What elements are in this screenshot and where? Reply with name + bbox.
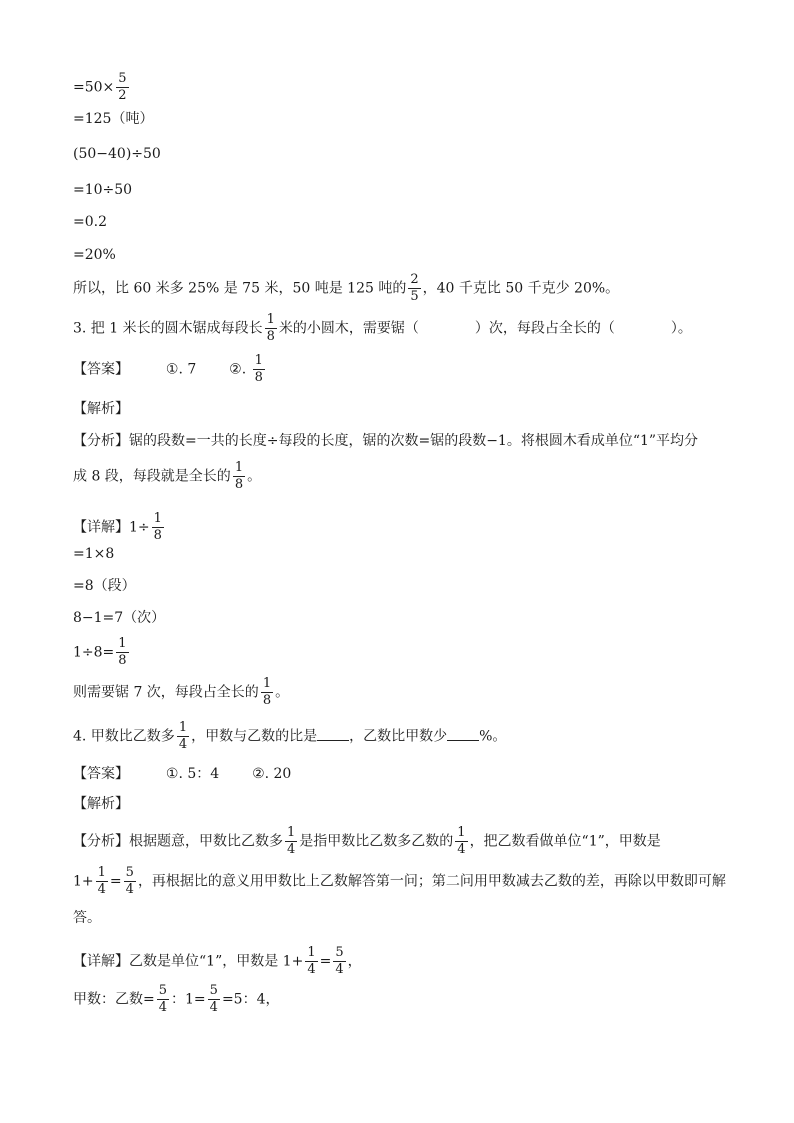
fraction-numerator: 1 [457, 825, 466, 840]
q4-answer [73, 766, 291, 782]
answer-blank-2[interactable] [447, 728, 479, 741]
answer-tag: 【答案】 [73, 361, 129, 378]
q3-xiangjie-line-1 [73, 512, 166, 543]
fenxi-text: ，把乙数看做单位“1”，甲数是 [469, 833, 661, 850]
answer-item-1: ①. 5：4 [165, 766, 220, 782]
fenxi-text: 是指甲数比乙数多乙数的 [299, 833, 454, 850]
q3-stem [73, 313, 692, 344]
fenxi-text: 1+ [73, 873, 94, 890]
fraction-numerator: 1 [307, 945, 316, 960]
fraction-denominator: 8 [254, 370, 263, 385]
fraction-denominator: 5 [410, 289, 419, 304]
fenxi-tag: 【分析】 [73, 833, 129, 850]
fraction-numerator: 5 [125, 865, 134, 880]
fraction-numerator: 1 [287, 825, 296, 840]
q3-answer [73, 354, 267, 385]
xiangjie-text: 甲数：乙数= [73, 991, 155, 1008]
fraction [177, 721, 189, 752]
fraction-denominator: 8 [153, 528, 162, 543]
q4-stem-text: %。 [479, 728, 507, 745]
work-line-4: =10÷50 [73, 182, 133, 198]
summary-text: 所以，比 60 米多 25% 是 75 米，50 吨是 125 吨的 [73, 280, 407, 297]
q3-xiangjie-line-3: =8（段） [73, 578, 136, 594]
work-text: =50× [73, 79, 115, 96]
answer-item-2: ②. [229, 361, 247, 378]
fraction-denominator: 4 [125, 882, 134, 897]
fraction-denominator: 4 [178, 737, 188, 752]
work-line-3: (50−40)÷50 [73, 146, 161, 162]
q4-analysis-tag: 【解析】 [73, 796, 129, 812]
fraction [152, 512, 164, 543]
fraction-denominator: 4 [335, 962, 344, 977]
summary-line [73, 273, 619, 304]
work-line-2: =125（吨） [73, 111, 154, 127]
answer-item-1: ①. 7 [165, 361, 197, 378]
fraction [157, 984, 169, 1015]
fraction [285, 826, 297, 857]
fraction-numerator: 5 [335, 945, 344, 960]
q3-fenxi-line-1 [73, 433, 698, 449]
fenxi-text: 成 8 段，每段就是全长的 [73, 468, 231, 485]
fenxi-tag: 【分析】 [73, 433, 129, 449]
xiangjie-text: 1÷ [129, 519, 150, 536]
fraction-numerator: 5 [158, 983, 168, 998]
fraction [333, 946, 345, 977]
fraction-numerator: 1 [266, 312, 275, 327]
work-line-6: =20% [73, 247, 116, 263]
fraction-denominator: 8 [234, 477, 244, 492]
answer-item-2: ②. 20 [252, 766, 292, 782]
q3-analysis-tag: 【解析】 [73, 401, 129, 417]
work-line-5: =0.2 [73, 214, 107, 230]
q3-stem-text: 3. 把 1 米长的圆木锯成每段长 [73, 320, 263, 337]
fraction [253, 354, 265, 385]
fraction-denominator: 2 [118, 88, 127, 103]
q4-stem [73, 721, 506, 752]
q4-stem-text: 4. 甲数比乙数多 [73, 728, 175, 745]
q4-fenxi-line-1 [73, 826, 661, 857]
fraction-numerator: 1 [97, 865, 106, 880]
xiangjie-tag: 【详解】 [73, 519, 129, 536]
q4-xiangjie-line-1 [73, 946, 362, 977]
fraction [116, 72, 128, 103]
xiangjie-text: = [319, 953, 332, 970]
fraction [408, 273, 420, 304]
q4-fenxi-line-3: 答。 [73, 910, 101, 926]
fraction [116, 637, 128, 668]
fraction-denominator: 4 [158, 1000, 168, 1015]
fraction [455, 826, 467, 857]
q4-stem-text: ，甲数与乙数的比是 [191, 728, 318, 745]
xiangjie-text: =5：4， [221, 991, 280, 1008]
work-line-1 [73, 72, 131, 103]
q3-xiangjie-line-4: 8−1=7（次） [73, 610, 166, 626]
fraction [96, 866, 108, 897]
fraction-numerator: 1 [254, 353, 263, 368]
fenxi-text: 根据题意，甲数比乙数多 [129, 833, 283, 850]
fraction [261, 677, 273, 708]
summary-text: ，40 千克比 50 千克少 20%。 [422, 280, 620, 297]
answer-tag: 【答案】 [73, 766, 129, 782]
fraction [233, 461, 245, 492]
xiangjie-tag: 【详解】 [73, 953, 129, 970]
answer-blank-1[interactable] [317, 728, 349, 741]
fraction-denominator: 4 [97, 882, 106, 897]
fraction [305, 946, 317, 977]
q3-fenxi-line-2 [73, 461, 261, 492]
fraction [265, 313, 277, 344]
conclusion-text: 。 [275, 684, 290, 701]
xiangjie-text: ， [347, 953, 362, 970]
fenxi-text: 锯的段数=一共的长度÷每段的长度，锯的次数=锯的段数−1。将根圆木看成单位“1”平均分 [129, 433, 699, 449]
xiangjie-text: 乙数是单位“1”，甲数是 1+ [129, 953, 304, 970]
fenxi-text: 。 [247, 468, 262, 485]
fraction-denominator: 4 [287, 842, 296, 857]
fraction-denominator: 8 [262, 693, 272, 708]
fraction-denominator: 4 [457, 842, 466, 857]
fraction [208, 984, 220, 1015]
fraction-numerator: 1 [234, 460, 244, 475]
fenxi-text: ，再根据比的意义用甲数比上乙数解答第一问；第二问用甲数减去乙数的差，再除以甲数即可解 [137, 873, 726, 890]
q3-stem-text: 米的小圆木，需要锯（ ）次，每段占全长的（ ）。 [278, 320, 692, 337]
fraction-numerator: 1 [118, 636, 127, 651]
q3-conclusion [73, 677, 289, 708]
q3-xiangjie-line-2: =1×8 [73, 546, 115, 562]
fraction-denominator: 8 [266, 329, 275, 344]
q4-fenxi-line-2 [73, 866, 726, 897]
fraction-numerator: 1 [262, 676, 272, 691]
fraction-numerator: 1 [178, 720, 188, 735]
fraction-denominator: 4 [307, 962, 316, 977]
q3-xiangjie-line-5 [73, 637, 131, 668]
fraction-numerator: 5 [209, 983, 218, 998]
fraction-denominator: 4 [209, 1000, 218, 1015]
fraction [124, 866, 136, 897]
xiangjie-text: 1÷8= [73, 644, 115, 661]
fraction-numerator: 2 [410, 272, 419, 287]
fraction-numerator: 5 [118, 71, 127, 86]
fraction-denominator: 8 [118, 653, 127, 668]
q4-stem-text: ，乙数比甲数少 [349, 728, 448, 745]
fraction-numerator: 1 [153, 511, 162, 526]
q4-xiangjie-line-2 [73, 984, 279, 1015]
conclusion-text: 则需要锯 7 次，每段占全长的 [73, 684, 259, 701]
xiangjie-text: ：1= [171, 991, 206, 1008]
fenxi-text: = [109, 873, 122, 890]
